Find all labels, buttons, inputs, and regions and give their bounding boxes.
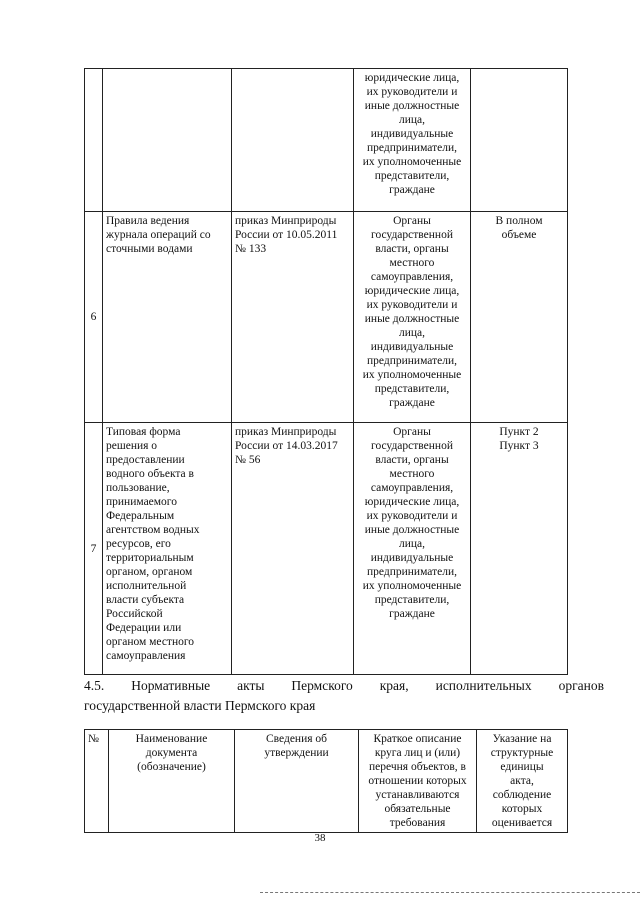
column-header-number: №	[85, 730, 109, 833]
column-header-document-name: Наименование документа (обозначение)	[109, 730, 235, 833]
heading-word: края,	[379, 678, 409, 693]
heading-word: Нормативные	[131, 678, 211, 693]
column-header-structural-units: Указание на структурные единицы акта, соблюдение которых оценивается	[477, 730, 568, 833]
requirements-table	[84, 68, 568, 675]
section-heading-line1	[84, 676, 604, 696]
section-heading-line2: государственной власти Пермского края	[84, 698, 316, 713]
acts-table-header	[84, 729, 568, 833]
document-name: Правила ведения журнала операций со сточными водами	[103, 212, 232, 423]
table-row	[85, 423, 568, 675]
table-row	[85, 212, 568, 423]
heading-word: Пермского	[291, 678, 353, 693]
heading-word: акты	[237, 678, 265, 693]
table-row	[85, 69, 568, 212]
document-name: Типовая форма решения о предоставлении водного объекта в пользование, принимаемого Федеральным агентством водных ресурсов, его территориальным органом, органом исполнительной власти субъекта Российской Федерации или органом местного самоуправления	[103, 423, 232, 675]
structural-units: Пункт 2 Пункт 3	[471, 423, 568, 675]
scan-edge-line	[260, 892, 640, 893]
subjects-description: юридические лица, их руководители и иные должностные лица, индивидуальные предприниматели, их уполномоченные представители, граждане	[354, 69, 471, 212]
page-number: 38	[314, 832, 326, 844]
row-number: 6	[85, 212, 103, 423]
approval-info	[232, 69, 354, 212]
structural-units	[471, 69, 568, 212]
header-row	[85, 730, 568, 833]
section-number: 4.5.	[84, 678, 105, 693]
document-name	[103, 69, 232, 212]
heading-word: исполнительных	[435, 678, 532, 693]
heading-word: органов	[558, 678, 604, 693]
row-number: 7	[85, 423, 103, 675]
subjects-description: Органы государственной власти, органы местного самоуправления, юридические лица, их руководители и иные должностные лица, индивидуальные предприниматели, их уполномоченные представители, граждане	[354, 212, 471, 423]
column-header-approval: Сведения об утверждении	[235, 730, 359, 833]
row-number	[85, 69, 103, 212]
column-header-subjects: Краткое описание круга лиц и (или) перечня объектов, в отношении которых устанавливаются обязательные требования	[359, 730, 477, 833]
approval-info: приказ Минприроды России от 10.05.2011 № 133	[232, 212, 354, 423]
structural-units: В полном объеме	[471, 212, 568, 423]
section-heading	[84, 676, 604, 716]
approval-info: приказ Минприроды России от 14.03.2017 № 56	[232, 423, 354, 675]
subjects-description: Органы государственной власти, органы местного самоуправления, юридические лица, их руководители и иные должностные лица, индивидуальные предприниматели, их уполномоченные представители, граждане	[354, 423, 471, 675]
